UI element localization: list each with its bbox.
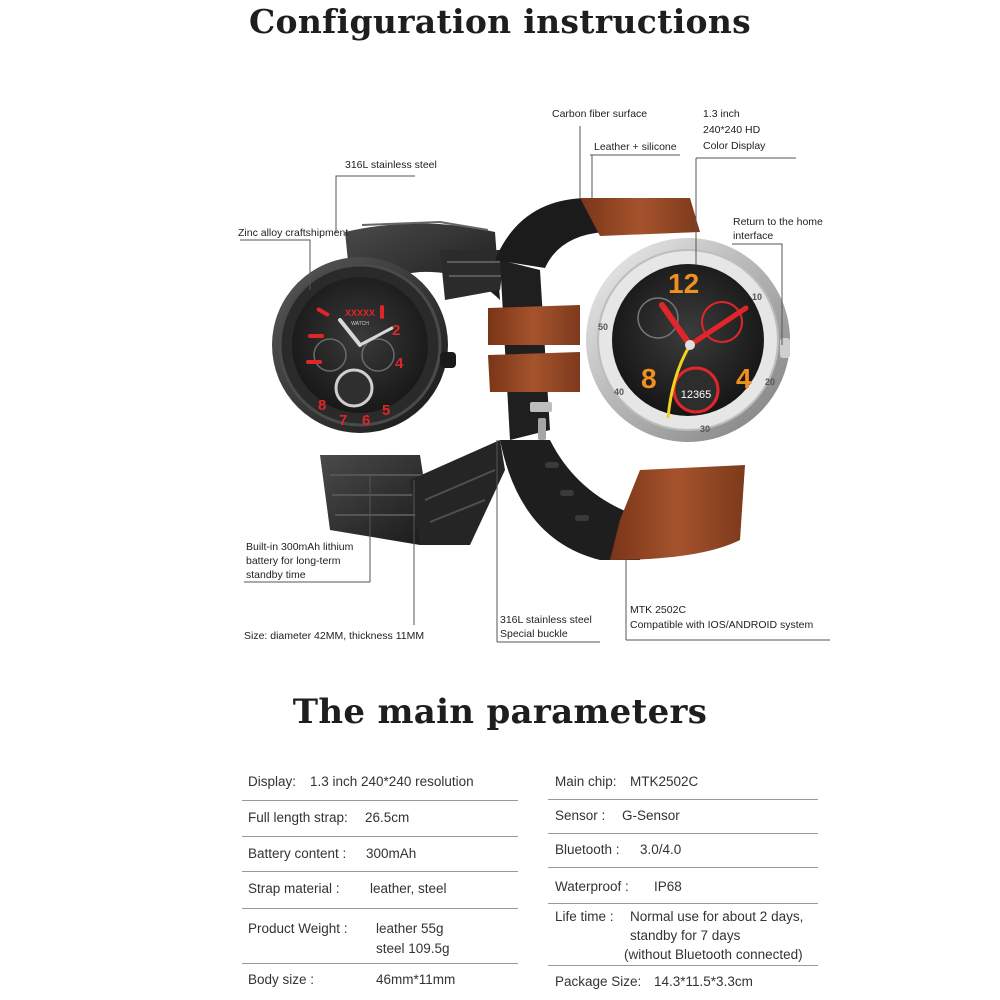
row-divider xyxy=(242,908,518,909)
dial-numeral-12: 12 xyxy=(668,268,700,299)
param-label-bluetooth: Bluetooth : xyxy=(555,842,620,857)
param-label-package-size: Package Size: xyxy=(555,974,642,989)
callout-display-line2: 240*240 HD xyxy=(703,124,761,136)
callout-buckle-line1: 316L stainless steel xyxy=(500,614,592,626)
param-label-battery: Battery content : xyxy=(248,846,347,861)
param-value-strap-material: leather, steel xyxy=(370,881,447,896)
param-value-strap-length: 26.5cm xyxy=(365,810,410,825)
row-divider xyxy=(548,867,818,868)
left-watch xyxy=(272,257,456,433)
callout-display-line1: 1.3 inch xyxy=(703,108,740,120)
param-label-waterproof: Waterproof : xyxy=(555,879,629,894)
callout-carbon-fiber: Carbon fiber surface xyxy=(552,108,648,120)
row-divider xyxy=(548,965,818,966)
param-value-weight-steel: steel 109.5g xyxy=(376,941,450,956)
callout-display-line3: Color Display xyxy=(703,140,766,152)
configuration-title: Configuration instructions xyxy=(248,2,752,41)
row-divider xyxy=(242,836,518,837)
callout-leather-silicone: Leather + silicone xyxy=(594,141,677,153)
left-dial-number-2: 2 xyxy=(392,322,401,339)
callout-stainless-steel: 316L stainless steel xyxy=(345,159,437,171)
callout-return-home-line1: Return to the home xyxy=(733,216,823,228)
param-value-waterproof: IP68 xyxy=(654,879,682,894)
row-divider xyxy=(548,903,818,904)
callout-size: Size: diameter 42MM, thickness 11MM xyxy=(244,630,425,642)
bezel-50: 50 xyxy=(598,322,609,332)
callout-battery-line3: standby time xyxy=(246,569,306,581)
callout-chip-line1: MTK 2502C xyxy=(630,604,687,616)
bezel-10: 10 xyxy=(752,292,763,302)
param-label-weight: Product Weight : xyxy=(248,921,348,936)
callout-return-home-line2: interface xyxy=(733,230,774,242)
param-value-bluetooth: 3.0/4.0 xyxy=(640,842,682,857)
param-value-life-time-3: (without Bluetooth connected) xyxy=(624,947,803,962)
param-label-display: Display: xyxy=(248,774,297,789)
param-value-package-size: 14.3*11.5*3.3cm xyxy=(654,974,753,989)
param-label-main-chip: Main chip: xyxy=(555,774,617,789)
callout-battery-line2: battery for long-term xyxy=(246,555,341,567)
row-divider xyxy=(242,871,518,872)
right-watch xyxy=(586,238,790,442)
left-dial-number-7: 7 xyxy=(339,412,348,429)
dial-numeral-8: 8 xyxy=(641,363,657,394)
dial-numeral-4: 4 xyxy=(736,363,752,394)
row-divider xyxy=(242,800,518,801)
param-value-body-size: 46mm*11mm xyxy=(376,972,456,987)
param-label-life-time: Life time : xyxy=(555,909,614,924)
left-dial-sub: WATCH xyxy=(351,321,369,327)
row-divider xyxy=(548,799,818,800)
callout-buckle-line2: Special buckle xyxy=(500,628,568,640)
param-value-sensor: G-Sensor xyxy=(622,808,680,823)
left-dial-number-6: 6 xyxy=(362,412,371,429)
callout-chip-line2: Compatible with IOS/ANDROID system xyxy=(630,619,814,631)
param-value-battery: 300mAh xyxy=(366,846,417,861)
left-dial-number-8: 8 xyxy=(318,397,327,414)
row-divider xyxy=(242,963,518,964)
steps-readout: 12365 xyxy=(680,389,712,401)
param-value-main-chip: MTK2502C xyxy=(630,774,699,789)
row-divider xyxy=(548,833,818,834)
param-label-sensor: Sensor : xyxy=(555,808,606,823)
param-value-display: 1.3 inch 240*240 resolution xyxy=(310,774,474,789)
param-label-strap-material: Strap material : xyxy=(248,881,340,896)
param-label-strap-length: Full length strap: xyxy=(248,810,348,825)
bezel-40: 40 xyxy=(614,387,625,397)
left-dial-brand: XXXXX xyxy=(344,308,376,318)
left-dial-number-5: 5 xyxy=(382,402,391,419)
param-label-body-size: Body size : xyxy=(248,972,315,987)
bezel-30: 30 xyxy=(700,424,711,434)
bezel-20: 20 xyxy=(765,377,776,387)
left-dial-number-4: 4 xyxy=(395,355,404,372)
param-value-weight-leather: leather 55g xyxy=(376,921,444,936)
callout-zinc-alloy: Zinc alloy craftshipment xyxy=(238,227,349,239)
parameters-title: The main parameters xyxy=(292,692,708,732)
callout-battery-line1: Built-in 300mAh lithium xyxy=(246,541,354,553)
param-value-life-time-2: standby for 7 days xyxy=(630,928,741,943)
param-value-life-time-1: Normal use for about 2 days, xyxy=(630,909,804,924)
